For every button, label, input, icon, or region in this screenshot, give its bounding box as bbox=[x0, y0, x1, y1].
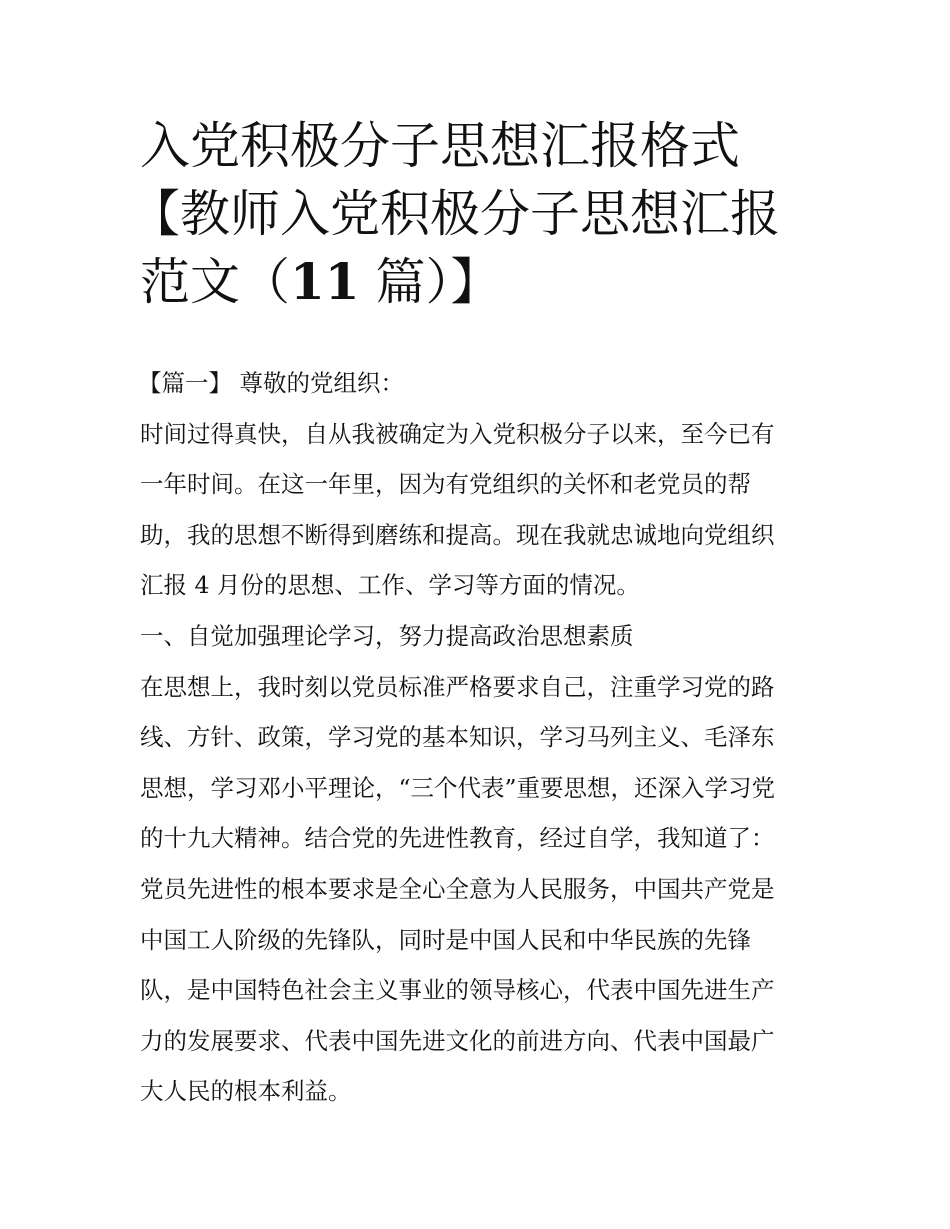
body-line: 一年时间。在这一年里，因为有党组织的关怀和老党员的帮 bbox=[140, 470, 751, 499]
title-line-3-number: 11 bbox=[290, 252, 360, 311]
body-line: 时间过得真快，自从我被确定为入党积极分子以来，至今已有 bbox=[140, 419, 775, 448]
title-line-1: 入党积极分子思想汇报格式 bbox=[140, 117, 740, 175]
body-line: 中国工人阶级的先锋队，同时是中国人民和中华民族的先锋 bbox=[140, 925, 751, 954]
title-line-3-prefix: 范文（ bbox=[140, 253, 290, 311]
body-line: 党员先进性的根本要求是全心全意为人民服务，中国共产党是 bbox=[140, 874, 775, 903]
body-line: 力的发展要求、代表中国先进文化的前进方向、代表中国最广 bbox=[140, 1026, 775, 1055]
document-body bbox=[140, 358, 820, 1117]
title-line-3-suffix: 篇）】 bbox=[359, 253, 501, 311]
title-line-3 bbox=[140, 248, 820, 316]
title-line-2: 【教师入党积极分子思想汇报 bbox=[130, 185, 780, 243]
body-line: 大人民的根本利益。 bbox=[140, 1077, 352, 1106]
body-line: 线、方针、政策，学习党的基本知识，学习马列主义、毛泽东 bbox=[140, 723, 775, 752]
body-line: 队，是中国特色社会主义事业的领导核心，代表中国先进生产 bbox=[140, 976, 775, 1005]
document-title bbox=[130, 112, 820, 316]
body-line: 汇报 4 月份的思想、工作、学习等方面的情况。 bbox=[140, 571, 640, 600]
body-line: 在思想上，我时刻以党员标准严格要求自己，注重学习党的路 bbox=[140, 672, 775, 701]
body-line: 的十九大精神。结合党的先进性教育，经过自学，我知道了： bbox=[140, 824, 775, 853]
body-line: 助，我的思想不断得到磨练和提高。现在我就忠诚地向党组织 bbox=[140, 520, 775, 549]
body-line: 思想，学习邓小平理论，“三个代表”重要思想，还深入学习党 bbox=[140, 773, 776, 802]
body-line: 【篇一】 尊敬的党组织： bbox=[138, 369, 404, 397]
section-heading: 一、自觉加强理论学习，努力提高政治思想素质 bbox=[140, 621, 634, 650]
